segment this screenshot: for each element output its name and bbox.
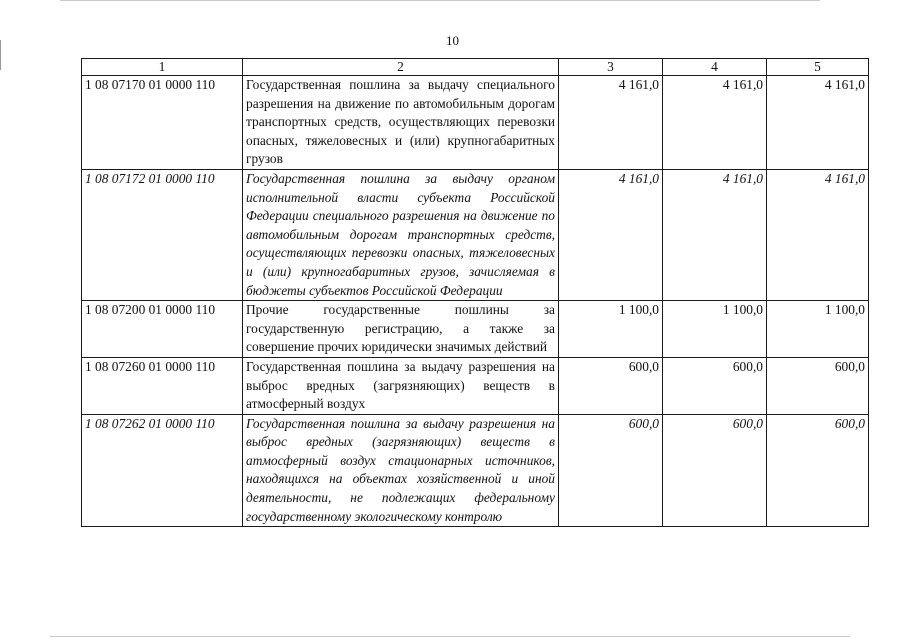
table-row <box>82 76 869 170</box>
row-description: Государственная пошлина за выдачу разрешения на выброс вредных (загрязняющих) веществ в атмосферный воздух стационарных источников, находящихся на объектах хозяйственной и иной деятельности, не подлежащих федеральному государственному экологическому контролю <box>243 414 559 527</box>
row-value-col5: 4 161,0 <box>767 169 869 300</box>
row-description: Государственная пошлина за выдачу органом исполнительной власти субъекта Российской Федерации специального разрешения на движение по автомобильным дорогам транспортных средств, осуществляющих перевозки опасных, тяжеловесных и (или) крупногабаритных грузов, зачисляемая в бюджеты субъектов Российской Федерации <box>243 169 559 300</box>
table-row <box>82 169 869 300</box>
header-col-3: 3 <box>559 59 663 76</box>
row-value-col4: 600,0 <box>663 414 767 527</box>
budget-table <box>81 58 869 527</box>
header-col-2: 2 <box>243 59 559 76</box>
row-value-col4: 4 161,0 <box>663 169 767 300</box>
row-value-col3: 600,0 <box>559 414 663 527</box>
table-row <box>82 357 869 414</box>
row-value-col4: 600,0 <box>663 357 767 414</box>
row-code: 1 08 07262 01 0000 110 <box>82 414 243 527</box>
row-value-col3: 1 100,0 <box>559 301 663 358</box>
row-code: 1 08 07170 01 0000 110 <box>82 76 243 170</box>
header-col-5: 5 <box>767 59 869 76</box>
scan-edge-top <box>60 0 820 1</box>
row-description: Государственная пошлина за выдачу специального разрешения на движение по автомобильным дорогам транспортных средств, осуществляющих перевозки опасных, тяжеловесных и (или) крупногабаритных грузов <box>243 76 559 170</box>
page-number: 10 <box>446 33 459 48</box>
row-value-col4: 4 161,0 <box>663 76 767 170</box>
table-row <box>82 301 869 358</box>
row-code: 1 08 07200 01 0000 110 <box>82 301 243 358</box>
row-code: 1 08 07172 01 0000 110 <box>82 169 243 300</box>
row-code: 1 08 07260 01 0000 110 <box>82 357 243 414</box>
row-value-col4: 1 100,0 <box>663 301 767 358</box>
row-value-col5: 4 161,0 <box>767 76 869 170</box>
row-description: Прочие государственные пошлины за государственную регистрацию, а также за совершение прочих юридически значимых действий <box>243 301 559 358</box>
row-value-col3: 4 161,0 <box>559 169 663 300</box>
row-value-col5: 600,0 <box>767 357 869 414</box>
table-row <box>82 414 869 527</box>
row-value-col3: 600,0 <box>559 357 663 414</box>
header-col-1: 1 <box>82 59 243 76</box>
row-value-col3: 4 161,0 <box>559 76 663 170</box>
row-description: Государственная пошлина за выдачу разрешения на выброс вредных (загрязняющих) веществ в атмосферный воздух <box>243 357 559 414</box>
header-col-4: 4 <box>663 59 767 76</box>
table-header-row <box>82 59 869 76</box>
row-value-col5: 600,0 <box>767 414 869 527</box>
scan-edge-bottom <box>50 636 850 637</box>
row-value-col5: 1 100,0 <box>767 301 869 358</box>
